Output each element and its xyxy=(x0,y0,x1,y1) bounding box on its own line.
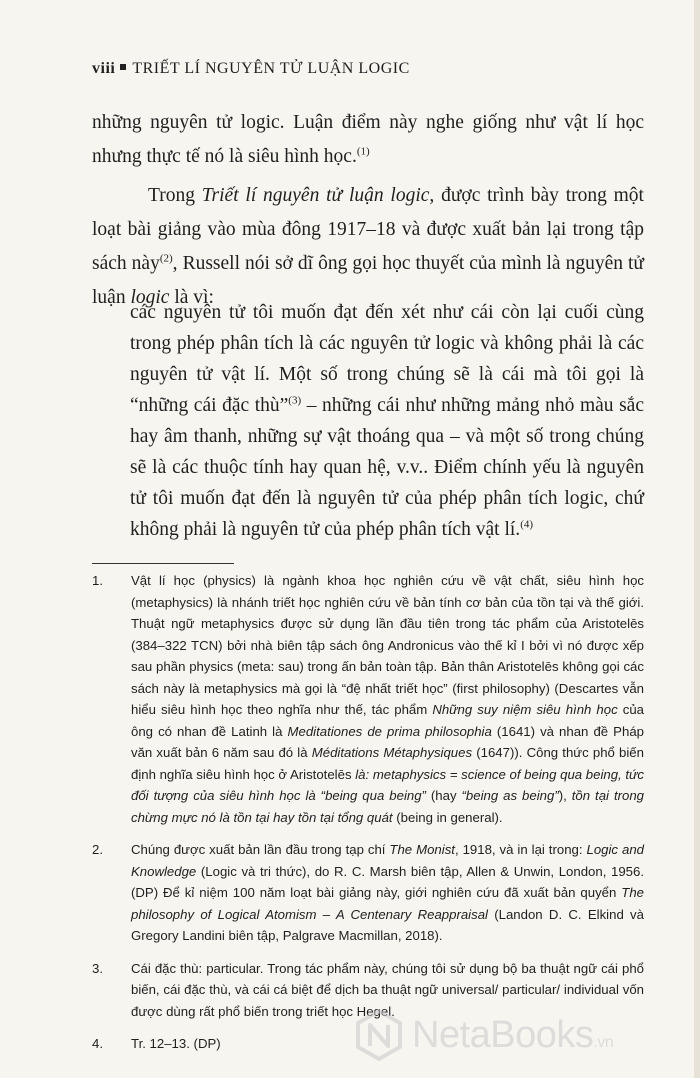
netabooks-logo-icon xyxy=(352,1008,406,1062)
watermark-brand: NetaBooks xyxy=(412,1013,594,1056)
footnote-2 xyxy=(92,839,644,947)
body-text xyxy=(92,106,644,315)
footnotes xyxy=(92,570,644,1066)
running-title: TRIẾT LÍ NGUYÊN TỬ LUẬN LOGIC xyxy=(132,60,410,77)
watermark xyxy=(352,1008,613,1062)
footnote-ref-4: (4) xyxy=(520,518,534,531)
watermark-text xyxy=(412,1014,613,1057)
paragraph-2-text-a: Trong xyxy=(148,185,202,206)
quote-text-b: – những cái như những mảng nhỏ màu sắc hay âm thanh, những sự vật thoáng qua – và một số trong chúng sẽ là các thuộc tính hay quan hệ, v.v.. Điểm chính yếu là nguyên tử tôi muốn đạt đến là nguyên tử của phép phân tích logic, chứ không phải là nguyên tử của phép phân tích vật lí. xyxy=(130,395,644,540)
footnote-1 xyxy=(92,570,644,828)
block-quote xyxy=(130,297,644,545)
footnote-number: 4. xyxy=(92,1036,103,1051)
footnote-rule xyxy=(92,563,234,564)
running-head xyxy=(92,60,410,78)
footnote-text: Chúng được xuất bản lần đầu trong tạp chí The Monist, 1918, và in lại trong: Logic and Knowledge (Logic và tri thức), do R. C. Marsh biên tập, Allen & Unwin, London, 1956. (DP) Để kỉ niệm 100 năm loạt bài giảng này, giới nghiên cứu đã xuất bản quyển The philosophy of Logical Atomism – A Centenary Reappraisal (Landon D. C. Elkind và Gregory Landini biên tập, Palgrave Macmillan, 2018). xyxy=(131,842,644,943)
footnote-ref-2: (2) xyxy=(159,252,173,265)
quote-text-a: các nguyên tử tôi muốn đạt đến xét như cái còn lại cuối cùng trong phép phân tích là các nguyên tử logic và không phải là các nguyên tử vật lí. Một số trong chúng sẽ là cái mà tôi gọi là “những cái đặc thù” xyxy=(130,302,644,416)
footnote-text: Vật lí học (physics) là ngành khoa học nghiên cứu về vật chất, siêu hình học (metaphysics) là nhánh triết học nghiên cứu về bản tính cơ bản của tồn tại và thế giới. Thuật ngữ metaphysics được sử dụng lần đầu tiên trong tác phẩm của Aristotelēs (384–322 TCN) bởi nhà biên tập sách ông Andronicus vào thế kỉ I bởi vì nó được xếp sau phần physics (meta: sau) trong ấn bản toàn tập. Bản thân Aristotelēs không gọi các sách này là metaphysics mà gọi là “đệ nhất triết học” (first philosophy) (Descartes vẫn hiểu siêu hình học theo nghĩa như thế, tác phẩm Những suy niệm siêu hình học của ông có nhan đề Latinh là Meditationes de prima philosophia (1641) và nhan đề Pháp văn xuất bản 6 năm sau đó là Méditations Métaphysiques (1647)). Công thức phổ biến định nghĩa siêu hình học ở Aristotelēs là: metaphysics = science of being qua being, tức đối tượng của siêu hình học là “being qua being” (hay “being as being”), tồn tại trong chừng mực nó là tồn tại hay tồn tại tổng quát (being in general). xyxy=(131,573,645,825)
watermark-suffix: .vn xyxy=(593,1033,614,1051)
paragraph-2-text-c: , Russell nói sở dĩ ông gọi học thuyết của mình là nguyên tử luận xyxy=(92,253,644,308)
paragraph-1-text: những nguyên tử logic. Luận điểm này nghe giống như vật lí học nhưng thực tế nó là siêu hình học. xyxy=(92,112,644,167)
footnote-ref-1: (1) xyxy=(356,145,370,158)
footnote-number: 1. xyxy=(92,573,103,588)
paragraph-2-text-d: là vì: xyxy=(169,287,214,308)
footnote-number: 3. xyxy=(92,960,103,976)
page-number: viii xyxy=(92,60,116,77)
paragraph-2 xyxy=(92,179,644,315)
logic-italic: logic xyxy=(130,287,170,308)
footnote-number: 2. xyxy=(92,842,103,857)
footnote-text: Tr. 12–13. (DP) xyxy=(131,1036,221,1051)
book-title-italic: Triết lí nguyên tử luận logic xyxy=(201,185,430,206)
footnote-ref-3: (3) xyxy=(288,394,302,407)
paragraph-2-text-b: , được trình bày trong một loạt bài giảng vào mùa đông 1917–18 và được xuất bản lại trong tập sách này xyxy=(92,185,644,274)
footnote-text: Cái đặc thù: particular. Trong tác phẩm này, chúng tôi sử dụng bộ ba thuật ngữ cái phổ biến, cái đặc thù, và cái cá biệt để dịch ba thuật ngữ universal/ particular/ individual vốn được dùng rất phổ biến trong triết học Hegel. xyxy=(131,960,644,1019)
bullet-icon xyxy=(120,64,126,70)
page-edge xyxy=(694,0,700,1078)
paragraph-1 xyxy=(92,106,644,174)
